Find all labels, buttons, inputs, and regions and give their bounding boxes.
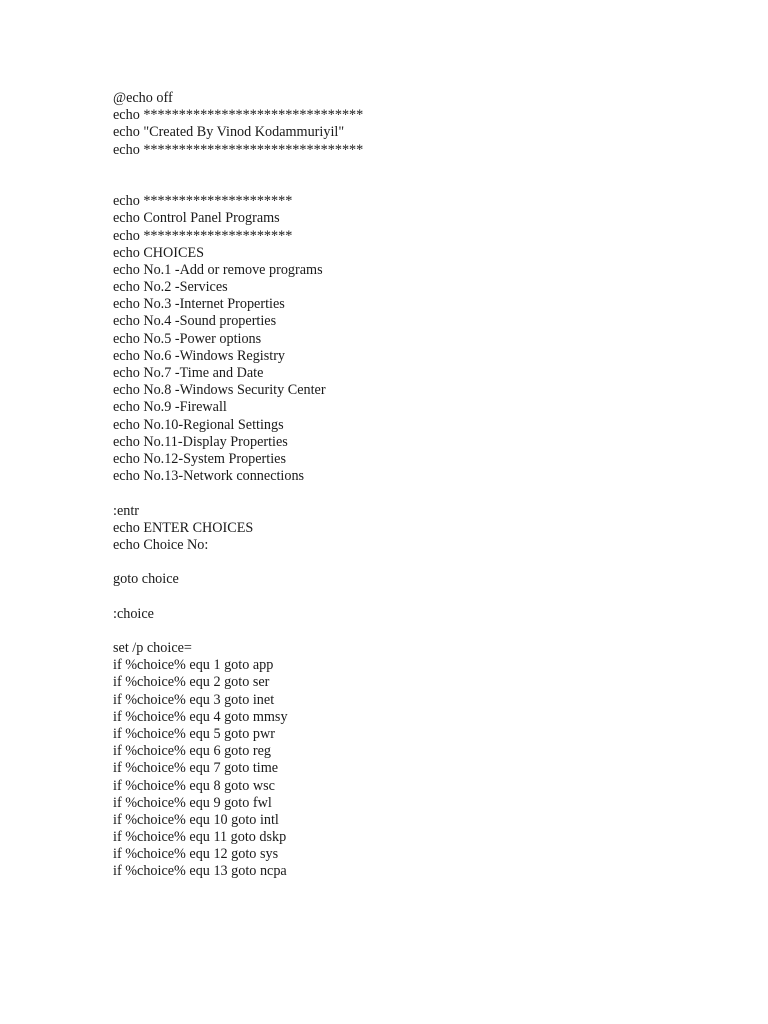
script-line: echo ********************* [113,227,293,244]
script-line: if %choice% equ 5 goto pwr [113,725,275,742]
blank-line [113,554,363,571]
script-line: echo No.4 -Sound properties [113,313,277,330]
script-line: echo ******************************* [113,107,364,124]
script-line: if %choice% equ 8 goto wsc [113,777,275,794]
script-line: if %choice% equ 13 goto ncpa [113,863,287,880]
script-line: :choice [113,605,154,622]
script-line: echo CHOICES [113,244,205,261]
script-line: if %choice% equ 10 goto intl [113,811,279,828]
script-line: echo Choice No: [113,536,209,553]
script-line: echo No.11-Display Properties [113,433,288,450]
script-line: echo ENTER CHOICES [113,519,254,536]
script-line: echo No.3 -Internet Properties [113,296,285,313]
script-line: echo No.8 -Windows Security Center [113,382,326,399]
script-line: goto choice [113,571,179,588]
script-line: echo No.7 -Time and Date [113,365,264,381]
script-line: echo No.9 -Firewall [113,399,227,416]
script-line: echo No.13-Network connections [113,468,305,485]
script-line: @echo off [113,90,173,106]
script-line: if %choice% equ 6 goto reg [113,743,271,760]
script-line: echo ******************************* [113,141,364,158]
script-line: echo No.1 -Add or remove programs [113,261,323,278]
script-line: :entr [113,502,139,519]
script-line: if %choice% equ 2 goto ser [113,674,270,691]
script-line: if %choice% equ 7 goto time [113,760,279,777]
script-line: echo ********************* [113,193,293,210]
script-line: echo No.2 -Services [113,279,228,296]
script-line: echo No.12-System Properties [113,450,286,467]
script-line: if %choice% equ 12 goto sys [113,846,279,863]
script-line: if %choice% equ 11 goto dskp [113,829,287,846]
script-line: if %choice% equ 4 goto mmsy [113,708,288,725]
script-line: echo No.10-Regional Settings [113,416,284,433]
script-line: echo "Created By Vinod Kodammuriyil" [113,124,345,141]
blank-line [113,485,363,502]
script-line: echo No.6 -Windows Registry [113,347,286,364]
blank-line [113,176,363,193]
blank-line [113,588,363,605]
script-line: echo No.5 -Power options [113,330,262,347]
batch-script-text [113,90,363,881]
blank-line [113,623,363,640]
script-line: if %choice% equ 1 goto app [113,657,274,674]
script-line: echo Control Panel Programs [113,210,280,227]
script-line: if %choice% equ 9 goto fwl [113,794,272,811]
script-line: set /p choice= [113,640,192,656]
script-line: if %choice% equ 3 goto inet [113,691,275,708]
blank-line [113,159,363,176]
